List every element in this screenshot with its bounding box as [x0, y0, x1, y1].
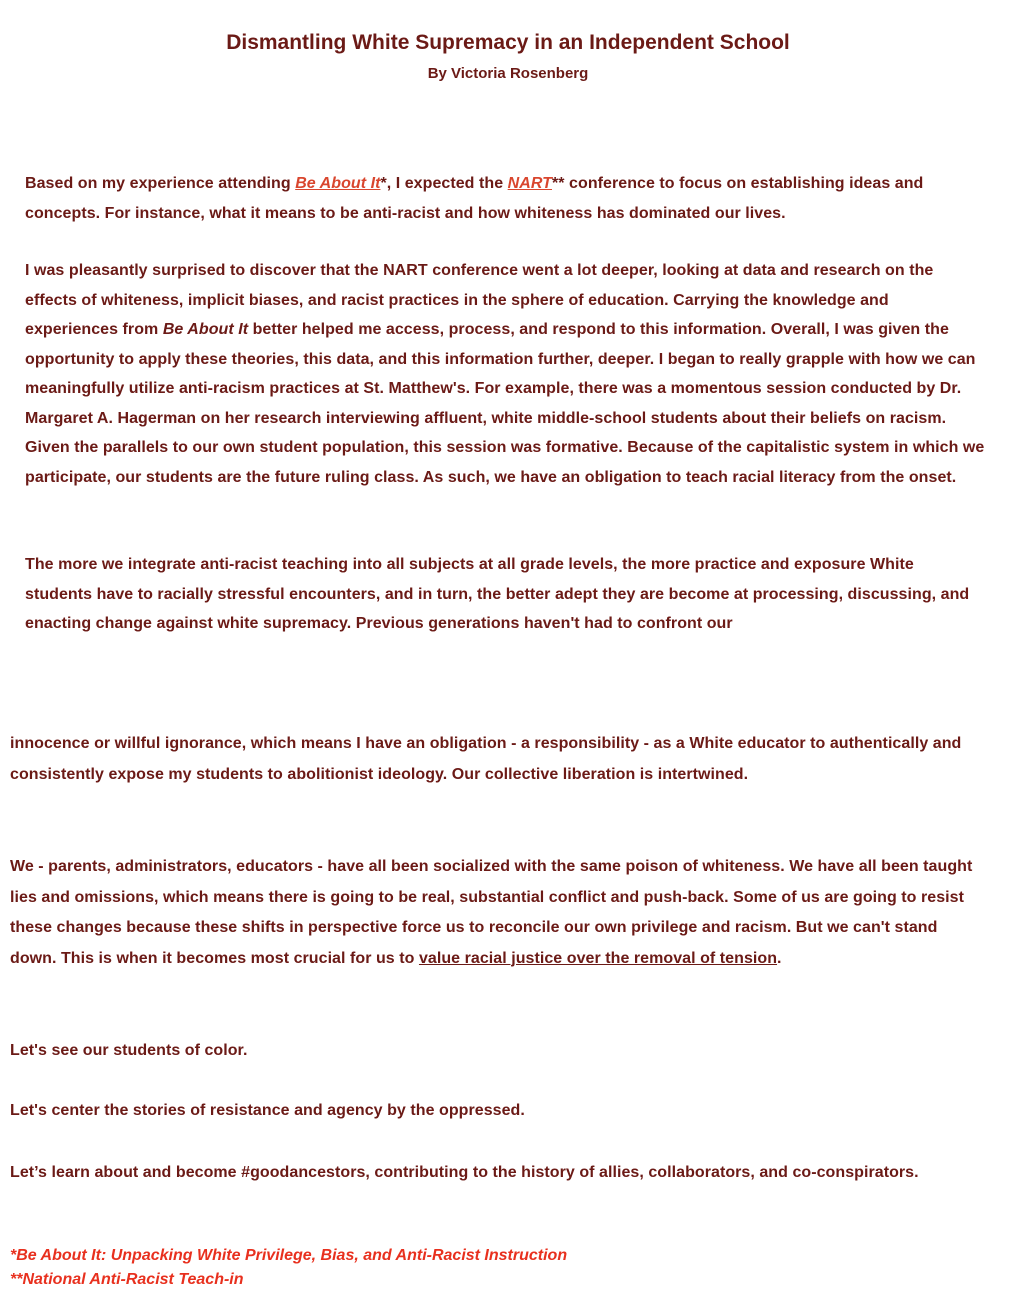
nart-link[interactable]: NART	[507, 175, 552, 192]
be-about-it-italic: Be About It	[162, 321, 249, 338]
paragraph-text: *, I expected the	[380, 175, 508, 192]
page-title: Dismantling White Supremacy in an Independent School	[226, 31, 790, 54]
paragraph-good-ancestors: Let’s learn about and become #goodancestors, contributing to the history of allies, collaborators, and co-conspirators.	[10, 1164, 919, 1181]
paragraph-see-students: Let's see our students of color.	[10, 1042, 248, 1059]
underlined-phrase: value racial justice over the removal of tension	[418, 949, 778, 967]
paragraph-text: ** conference to focus on establishing ideas and concepts. For instance, what it means to be anti-racist and how whiteness has dominated our lives.	[25, 175, 924, 222]
author-byline: By Victoria Rosenberg	[427, 65, 589, 82]
paragraph-text: We - parents, administrators, educators - have all been socialized with the same poison of whiteness. We have all been taught lies and omissions, which means there is going to be real, substantial conflict and push-back. Some of us are going to resist these changes because these shifts in perspective force us to reconcile our own privilege and racism. But we can't stand down. This is when it becomes most crucial for us to	[10, 858, 973, 967]
paragraph-nart-experience	[25, 256, 985, 492]
paragraph-text: Based on my experience attending	[25, 175, 296, 192]
paragraph-text: I was pleasantly surprised to discover that the NART conference went a lot deeper, looking at data and research on the effects of whiteness, implicit biases, and racist practices in the sphere of education. Carrying the knowledge and experiences from	[25, 262, 934, 338]
paragraph-integration: The more we integrate anti-racist teaching into all subjects at all grade levels, the more practice and exposure White students have to racially stressful encounters, and in turn, the better adept they are become at processing, discussing, and enacting change against white supremacy. Previous generations haven't had to confront our	[25, 556, 970, 632]
paragraph-obligation: innocence or willful ignorance, which means I have an obligation - a responsibility - as a White educator to authentically and consistently expose my students to abolitionist ideology. Our collective liberation is intertwined.	[10, 735, 962, 783]
paragraph-socialized	[10, 852, 985, 974]
footnote-be-about-it: *Be About It: Unpacking White Privilege, Bias, and Anti-Racist Instruction	[10, 1247, 568, 1264]
footnote-nart: **National Anti-Racist Teach-in	[10, 1271, 244, 1288]
paragraph-intro	[25, 169, 985, 228]
paragraph-text: .	[777, 949, 782, 967]
paragraph-text: better helped me access, process, and respond to this information. Overall, I was given the opportunity to apply these theories, this data, and this information further, deeper. I began to really grapple with how we can meaningfully utilize anti-racism practices at St. Matthew's. For example, there was a momentous session conducted by Dr. Margaret A. Hagerman on her research interviewing affluent, white middle-school students about their beliefs on racism. Given the parallels to our own student population, this session was formative. Because of the capitalistic system in which we participate, our students are the future ruling class. As such, we have an obligation to teach racial literacy from the onset.	[25, 321, 985, 486]
be-about-it-link[interactable]: Be About It	[295, 175, 381, 192]
paragraph-center-stories: Let's center the stories of resistance and agency by the oppressed.	[10, 1102, 525, 1119]
